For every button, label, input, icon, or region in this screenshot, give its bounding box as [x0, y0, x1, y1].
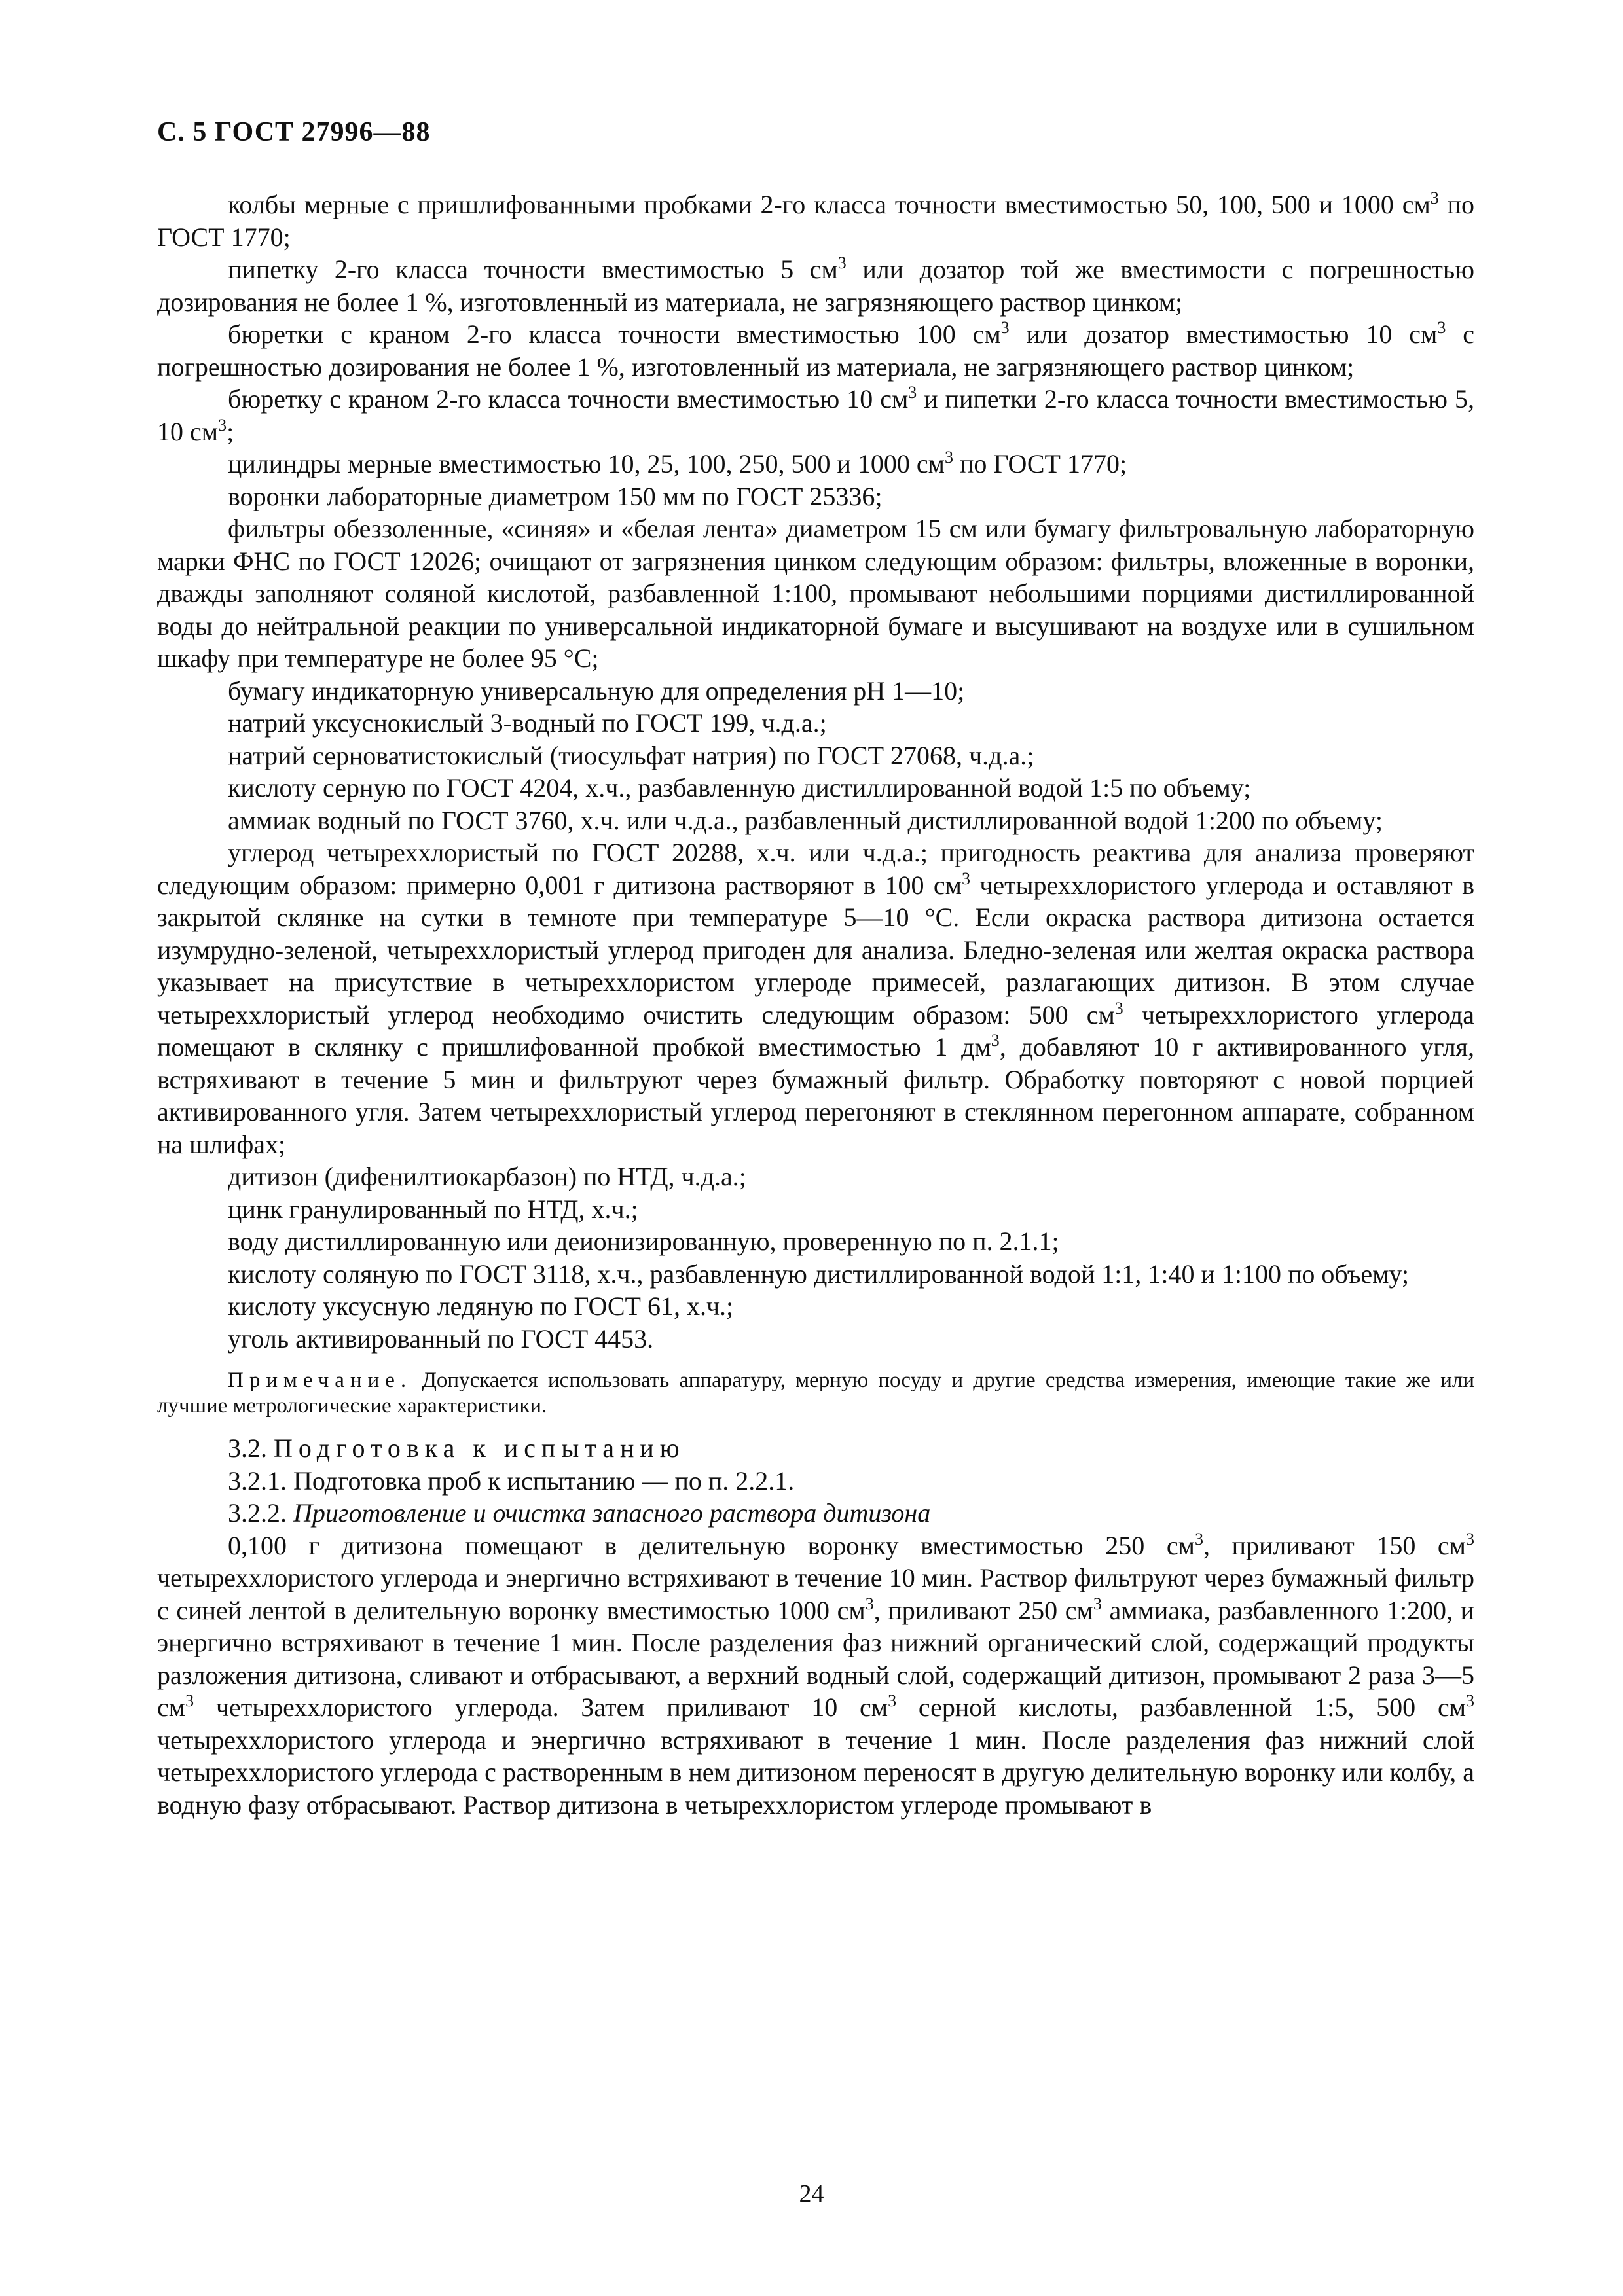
paragraph: 0,100 г дитизона помещают в делительную воронку вместимостью 250 $см^3$, приливают 150 $см^3$ четыреххлористого углерода и энергично встряхивают в течение 10 мин. Раствор фильтруют через бумажный фильтр с синей лентой в делительную воронку вместимостью 1000 $см^3$, приливают 250 $см^3$ аммиака, разбавленного 1:200, и энергично встряхивают в течение 1 мин. После разделения фаз нижний органический слой, содержащий продукты разложения дитизона, сливают и отбрасывают, а верхний водный слой, содержащий дитизон, промывают 2 раза 3—5 $см^3$ четыреххлористого углерода. Затем приливают 10 $см^3$ серной кислоты, разбавленной 1:5, 500 $см^3$ четыреххлористого углерода и энергично встряхивают в течение 1 мин. После разделения фаз нижний слой четыреххлористого углерода с растворенным в нем дитизоном переносят в другую делительную воронку или колбу, а водную фазу отбрасывают. Раствор дитизона в четыреххлористом углероде промывают в: [157, 1529, 1475, 1820]
list-item: дитизон (дифенилтиокарбазон) по НТД, ч.д.а.;: [228, 1162, 746, 1191]
note-text: Допускается использовать аппаратуру, мерную посуду и другие средства измерения, имеющие такие же или лучшие метрологические характеристики.: [157, 1369, 1474, 1418]
list-item: бюретку с краном 2-го класса точности вместимостью 10 $см^3$ и пипетки 2-го класса точности вместимостью 5, 10 $см^3$;: [157, 383, 1474, 446]
page-number: 24: [799, 2180, 824, 2208]
list-item: бумагу индикаторную универсальную для определения рН 1—10;: [228, 675, 965, 706]
list-item: натрий серноватистокислый (тиосульфат натрия) по ГОСТ 27068, ч.д.а.;: [228, 740, 1034, 770]
section-heading: 3.2. Подготовка к испытанию: [228, 1433, 685, 1463]
list-item: кислоту уксусную ледяную по ГОСТ 61, х.ч.;: [228, 1291, 734, 1321]
list-item: кислоту соляную по ГОСТ 3118, х.ч., разбавленную дистиллированной водой 1:1, 1:40 и 1:100 по объему;: [228, 1259, 1410, 1289]
list-item: воду дистиллированную или деионизированную, проверенную по п. 2.1.1;: [228, 1227, 1059, 1256]
page-header: С. 5 ГОСТ 27996—88: [157, 117, 431, 147]
list-item: аммиак водный по ГОСТ 3760, х.ч. или ч.д.а., разбавленный дистиллированной водой 1:200 по объему;: [228, 805, 1383, 835]
list-item: воронки лабораторные диаметром 150 мм по ГОСТ 25336;: [228, 481, 883, 511]
list-item: фильтры обеззоленные, «синяя» и «белая лента» диаметром 15 см или бумагу фильтровальную лабораторную марки ФНС по ГОСТ 12026; очищают от загрязнения цинком следующим образом: фильтры, вложенные в воронки, дважды заполняют соляной кислотой, разбавленной 1:100, промывают небольшими порциями дистиллированной воды до нейтральной реакции по универсальной индикаторной бумаге и высушивают на воздухе или в сушильном шкафу при температуре не более 95 °С;: [157, 514, 1474, 673]
note: [157, 1368, 1474, 1419]
note-label: Примечание.: [228, 1369, 412, 1392]
list-item: бюретки с краном 2-го класса точности вместимостью 100 $см^3$ или дозатор вместимостью 10 $см^3$ с погрешностью дозирования не более 1 %, изготовленный из материала, не загрязняющего раствор цинком;: [157, 318, 1474, 382]
list-item: пипетку 2-го класса точности вместимостью 5 $см^3$ или дозатор той же вместимости с погрешностью дозирования не более 1 %, изготовленный из материала, не загрязняющего раствор цинком;: [157, 253, 1474, 317]
list-item: колбы мерные с пришлифованными пробками 2-го класса точности вместимостью 50, 100, 500 и 1000 $см^3$ по ГОСТ 1770;: [157, 188, 1475, 252]
document-body: [157, 188, 1474, 1821]
list-item: уголь активированный по ГОСТ 4453.: [228, 1323, 654, 1354]
subsection-heading: 3.2.2. Приготовление и очистка запасного раствора дитизона: [228, 1498, 931, 1528]
subsection: 3.2.1. Подготовка проб к испытанию — по п. 2.2.1.: [228, 1465, 795, 1496]
list-item: кислоту серную по ГОСТ 4204, х.ч., разбавленную дистиллированной водой 1:5 по объему;: [228, 773, 1251, 802]
list-item: цилиндры мерные вместимостью 10, 25, 100, 250, 500 и 1000 $см^3$ по ГОСТ 1770;: [228, 448, 1127, 478]
list-item: натрий уксуснокислый 3-водный по ГОСТ 199, ч.д.а.;: [228, 708, 827, 738]
list-item: углерод четыреххлористый по ГОСТ 20288, х.ч. или ч.д.а.; пригодность реактива для анализа проверяют следующим образом: примерно 0,001 г дитизона растворяют в 100 $см^3$ четыреххлористого углерода и оставляют в закрытой склянке на сутки в темноте при температуре 5—10 °С. Если окраска раствора дитизона остается изумрудно-зеленой, четыреххлористый углерод пригоден для анализа. Бледно-зеленая или желтая окраска раствора указывает на присутствие в четыреххлористом углероде примесей, разлагающих дитизон. В этом случае четыреххлористый углерод необходимо очистить следующим образом: 500 $см^3$ четыреххлористого углерода помещают в склянку с пришлифованной пробкой вместимостью 1 $дм^3$, добавляют 10 г активированного угля, встряхивают в течение 5 мин и фильтруют через бумажный фильтр. Обработку повторяют с новой порцией активированного угля. Затем четыреххлористый углерод перегоняют в стеклянном перегонном аппарате, собранном на шлифах;: [157, 838, 1474, 1159]
list-item: цинк гранулированный по НТД, х.ч.;: [228, 1194, 638, 1224]
